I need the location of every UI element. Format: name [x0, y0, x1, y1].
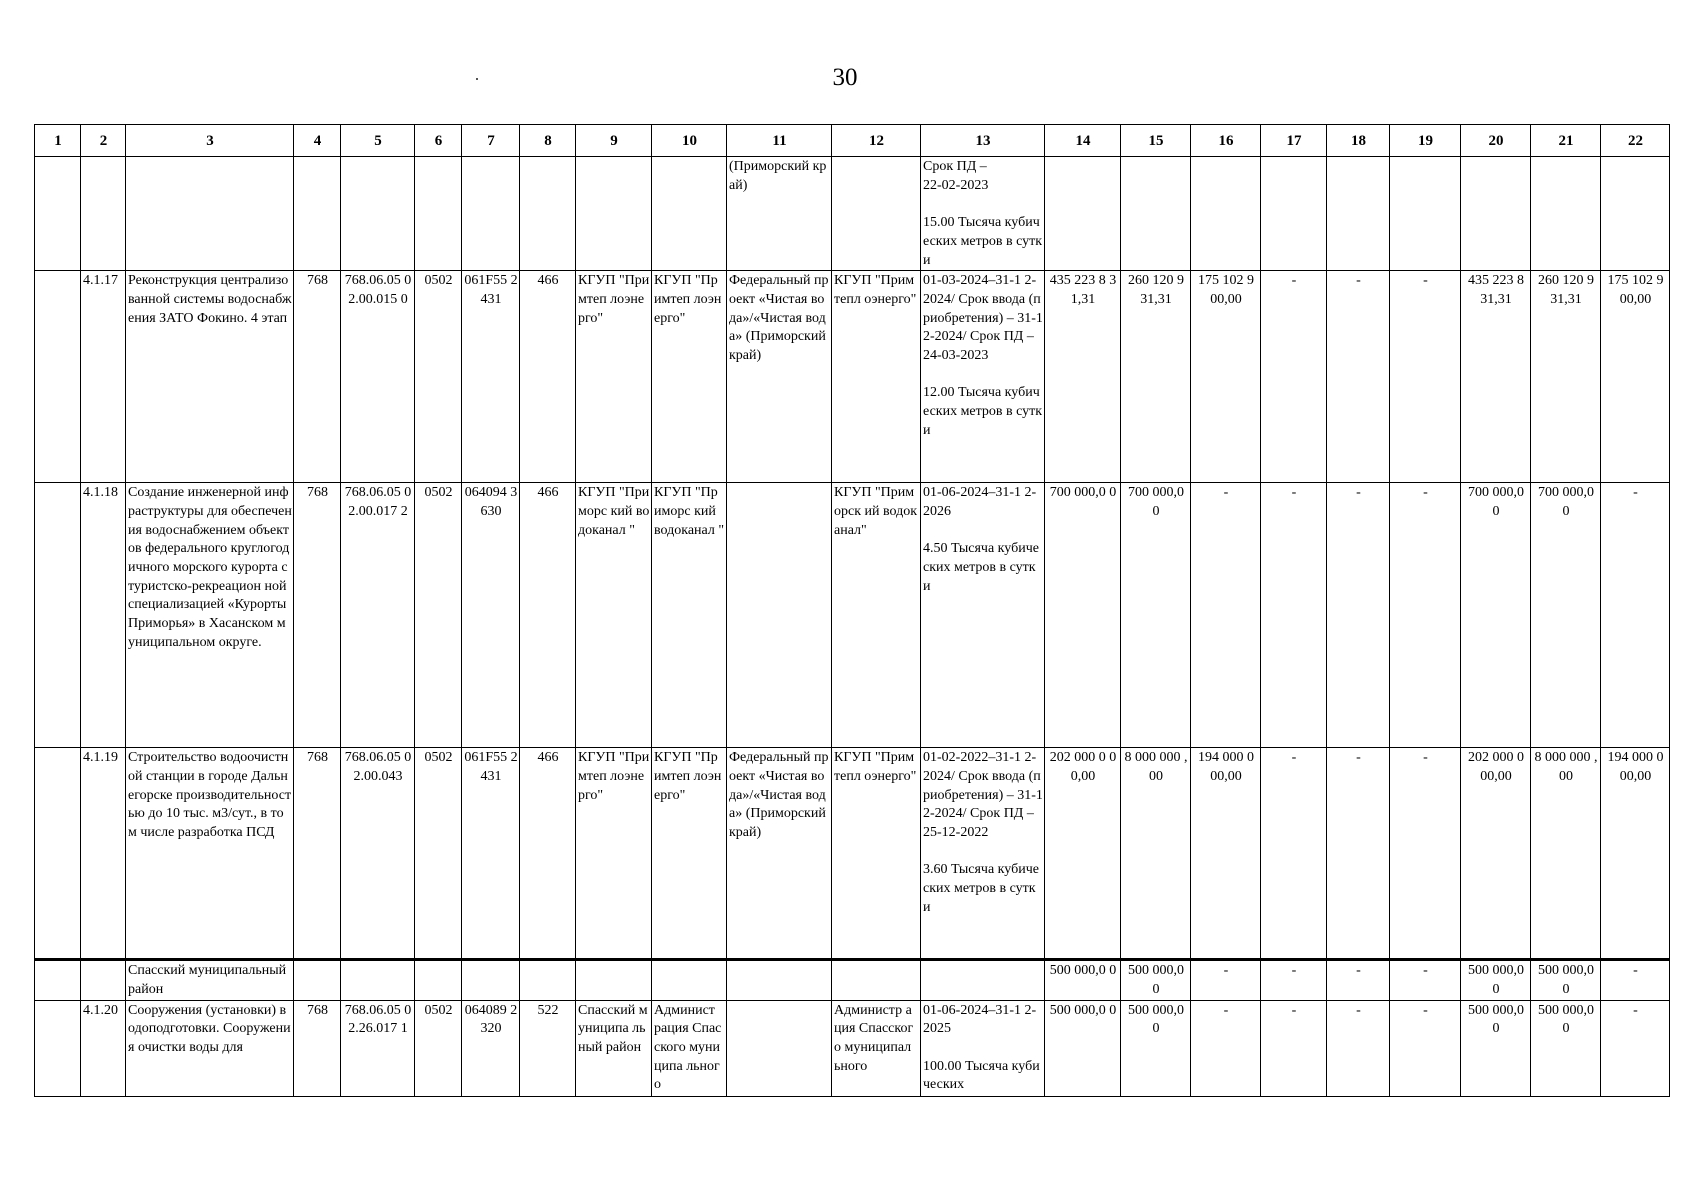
- header-cell: 5: [341, 125, 415, 157]
- table-cell: 4.1.20: [81, 1000, 126, 1096]
- table-cell: 500 000,0 0: [1121, 960, 1191, 1000]
- table-cell: [35, 157, 81, 271]
- table-cell: -: [1327, 483, 1390, 748]
- table-cell: [1191, 157, 1261, 271]
- table-cell: 194 000 0 00,00: [1601, 748, 1670, 960]
- header-cell: 7: [462, 125, 520, 157]
- table-cell: [576, 157, 652, 271]
- table-cell: [341, 960, 415, 1000]
- table-cell: 202 000 0 00,00: [1045, 748, 1121, 960]
- table-cell: 061F55 2431: [462, 271, 520, 483]
- page-number: 30: [832, 64, 858, 91]
- table-cell: 768: [294, 483, 341, 748]
- table-cell: 202 000 0 00,00: [1461, 748, 1531, 960]
- table-cell: КГУП "Примтеп лоэнерго": [652, 271, 727, 483]
- table-cell: 0502: [415, 748, 462, 960]
- table-cell: -: [1261, 271, 1327, 483]
- table-row: [35, 483, 1670, 748]
- budget-table: [34, 124, 1670, 1097]
- table-cell: 8 000 000 ,00: [1121, 748, 1191, 960]
- table-cell: [462, 157, 520, 271]
- table-cell: [294, 960, 341, 1000]
- table-cell: [1601, 157, 1670, 271]
- table-cell: [341, 157, 415, 271]
- table-cell: 768: [294, 1000, 341, 1096]
- table-body: [35, 157, 1670, 1097]
- table-cell: КГУП "Приморск ий водоканал": [832, 483, 921, 748]
- table-cell: КГУП "Примтепл оэнерго": [832, 748, 921, 960]
- table-cell: -: [1390, 1000, 1461, 1096]
- table-cell: [727, 1000, 832, 1096]
- table-cell: -: [1261, 483, 1327, 748]
- table-cell: [1390, 157, 1461, 271]
- table-cell: [35, 1000, 81, 1096]
- table-cell: КГУП "Примтеп лоэнерго": [576, 748, 652, 960]
- table-cell: КГУП "Примтеп лоэнерго": [576, 271, 652, 483]
- table-cell: 435 223 8 31,31: [1045, 271, 1121, 483]
- table-cell: [1531, 157, 1601, 271]
- table-cell: 466: [520, 748, 576, 960]
- table-cell: -: [1261, 748, 1327, 960]
- table-cell: [832, 960, 921, 1000]
- table-cell: 522: [520, 1000, 576, 1096]
- table-cell: -: [1261, 1000, 1327, 1096]
- table-cell: КГУП "Примтеп лоэнерго": [652, 748, 727, 960]
- table-cell: 500 000,0 0: [1531, 960, 1601, 1000]
- table-cell: 768.06.05 02.00.015 0: [341, 271, 415, 483]
- table-cell: [1261, 157, 1327, 271]
- table-cell: Строительство водоочистной станции в городе Дальнегорске производительностью до 10 тыс. м3/сут., в том числе разработка ПСД: [126, 748, 294, 960]
- table-cell: 500 000,0 0: [1461, 1000, 1531, 1096]
- header-cell: 15: [1121, 125, 1191, 157]
- header-cell: 22: [1601, 125, 1670, 157]
- table-cell: 0502: [415, 483, 462, 748]
- header-cell: 1: [35, 125, 81, 157]
- table-cell: Сооружения (установки) водоподготовки. Сооружения очистки воды для: [126, 1000, 294, 1096]
- table-cell: [727, 960, 832, 1000]
- table-cell: Федеральный проект «Чистая вода»/«Чистая вода» (Приморский край): [727, 748, 832, 960]
- table-cell: -: [1327, 1000, 1390, 1096]
- table-row: [35, 271, 1670, 483]
- table-cell: 4.1.17: [81, 271, 126, 483]
- table-cell: -: [1390, 748, 1461, 960]
- table-cell: 260 120 9 31,31: [1121, 271, 1191, 483]
- header-cell: 11: [727, 125, 832, 157]
- table-cell: [35, 748, 81, 960]
- table-cell: 700 000,0 0: [1531, 483, 1601, 748]
- header-cell: 14: [1045, 125, 1121, 157]
- table-cell: [1045, 157, 1121, 271]
- table-cell: Спасский муниципальный район: [126, 960, 294, 1000]
- header-cell: 21: [1531, 125, 1601, 157]
- table-cell: -: [1327, 748, 1390, 960]
- header-cell: 10: [652, 125, 727, 157]
- table-cell: -: [1601, 483, 1670, 748]
- table-cell: [81, 157, 126, 271]
- table-cell: 466: [520, 483, 576, 748]
- table-cell: [35, 960, 81, 1000]
- table-cell: -: [1261, 960, 1327, 1000]
- table-cell: [921, 960, 1045, 1000]
- table-cell: Спасский муниципа льный район: [576, 1000, 652, 1096]
- table-cell: [652, 960, 727, 1000]
- table-cell: 01-06-2024–31-1 2-2026 4.50 Тысяча кубических метров в сутки: [921, 483, 1045, 748]
- header-cell: 13: [921, 125, 1045, 157]
- table-cell: -: [1390, 960, 1461, 1000]
- table-cell: [415, 960, 462, 1000]
- table-cell: [1121, 157, 1191, 271]
- table-cell: 500 000,0 0: [1531, 1000, 1601, 1096]
- table-cell: 500 000,0 0: [1045, 960, 1121, 1000]
- table-cell: [652, 157, 727, 271]
- table-cell: -: [1327, 960, 1390, 1000]
- table-cell: -: [1191, 960, 1261, 1000]
- table-cell: 0502: [415, 1000, 462, 1096]
- table-cell: (Приморский край): [727, 157, 832, 271]
- table-cell: Федеральный проект «Чистая вода»/«Чистая вода» (Приморский край): [727, 271, 832, 483]
- table-cell: 175 102 9 00,00: [1601, 271, 1670, 483]
- header-cell: 2: [81, 125, 126, 157]
- table-cell: 500 000,0 0: [1045, 1000, 1121, 1096]
- table-cell: -: [1390, 483, 1461, 748]
- header-cell: 17: [1261, 125, 1327, 157]
- header-cell: 9: [576, 125, 652, 157]
- table-cell: 260 120 9 31,31: [1531, 271, 1601, 483]
- table-cell: [1461, 157, 1531, 271]
- table-cell: [415, 157, 462, 271]
- table-row: [35, 1000, 1670, 1096]
- table-cell: Создание инженерной инфраструктуры для обеспечения водоснабжением объектов федерального круглогодичного морского курорта с туристско-рекреацион ной специализацией «Курорты Приморья» в Хасанском муниципальном округе.: [126, 483, 294, 748]
- table-cell: 700 000,0 0: [1461, 483, 1531, 748]
- table-cell: 768.06.05 02.00.017 2: [341, 483, 415, 748]
- table-cell: 064089 2320: [462, 1000, 520, 1096]
- table-cell: [81, 960, 126, 1000]
- table-cell: [462, 960, 520, 1000]
- table-cell: 175 102 9 00,00: [1191, 271, 1261, 483]
- table-cell: [126, 157, 294, 271]
- table-row: [35, 960, 1670, 1000]
- header-cell: 3: [126, 125, 294, 157]
- table-cell: 500 000,0 0: [1461, 960, 1531, 1000]
- table-cell: 061F55 2431: [462, 748, 520, 960]
- table-cell: Срок ПД – 22-02-2023 15.00 Тысяча кубических метров в сутки: [921, 157, 1045, 271]
- table-cell: Админист рация Спасского муниципа льного: [652, 1000, 727, 1096]
- table-cell: [520, 960, 576, 1000]
- table-cell: [576, 960, 652, 1000]
- table-cell: -: [1327, 271, 1390, 483]
- table-cell: 768.06.05 02.26.017 1: [341, 1000, 415, 1096]
- table-cell: 768: [294, 748, 341, 960]
- table-cell: 01-02-2022–31-1 2-2024/ Срок ввода (приобретения) – 31-12-2024/ Срок ПД – 25-12-2022 3.60 Тысяча кубических метров в сутки: [921, 748, 1045, 960]
- header-cell: 12: [832, 125, 921, 157]
- table-header-row: [35, 125, 1670, 157]
- table-cell: [727, 483, 832, 748]
- table-cell: [832, 157, 921, 271]
- table-cell: 768: [294, 271, 341, 483]
- table-cell: Администр ация Спасского муниципал ьного: [832, 1000, 921, 1096]
- table-cell: -: [1601, 960, 1670, 1000]
- header-cell: 16: [1191, 125, 1261, 157]
- table-cell: 4.1.18: [81, 483, 126, 748]
- table-cell: КГУП "Примтепл оэнерго": [832, 271, 921, 483]
- table-cell: 0502: [415, 271, 462, 483]
- table-cell: [35, 271, 81, 483]
- table-cell: 4.1.19: [81, 748, 126, 960]
- table-cell: КГУП "Приморс кий водоканал ": [576, 483, 652, 748]
- table-cell: [294, 157, 341, 271]
- table-cell: КГУП "Приморс кий водоканал ": [652, 483, 727, 748]
- header-cell: 6: [415, 125, 462, 157]
- header-cell: 8: [520, 125, 576, 157]
- table-cell: 064094 3630: [462, 483, 520, 748]
- scan-artifact-dot: [476, 78, 478, 80]
- table-cell: 768.06.05 02.00.043: [341, 748, 415, 960]
- table-cell: -: [1191, 1000, 1261, 1096]
- table-cell: -: [1191, 483, 1261, 748]
- table-cell: 01-06-2024–31-1 2-2025 100.00 Тысяча кубических: [921, 1000, 1045, 1096]
- table-cell: 700 000,0 0: [1121, 483, 1191, 748]
- table-cell: 700 000,0 0: [1045, 483, 1121, 748]
- table-cell: 194 000 0 00,00: [1191, 748, 1261, 960]
- table-cell: 466: [520, 271, 576, 483]
- table-cell: -: [1601, 1000, 1670, 1096]
- header-cell: 20: [1461, 125, 1531, 157]
- table-cell: 8 000 000 ,00: [1531, 748, 1601, 960]
- table-cell: 01-03-2024–31-1 2-2024/ Срок ввода (приобретения) – 31-12-2024/ Срок ПД – 24-03-2023 12.00 Тысяча кубических метров в сутки: [921, 271, 1045, 483]
- header-cell: 4: [294, 125, 341, 157]
- table-cell: 500 000,0 0: [1121, 1000, 1191, 1096]
- table-cell: [520, 157, 576, 271]
- table-cell: Реконструкция централизованной системы водоснабжения ЗАТО Фокино. 4 этап: [126, 271, 294, 483]
- table-cell: [1327, 157, 1390, 271]
- header-cell: 18: [1327, 125, 1390, 157]
- table-cell: 435 223 8 31,31: [1461, 271, 1531, 483]
- table-row: [35, 157, 1670, 271]
- table-cell: -: [1390, 271, 1461, 483]
- table-row: [35, 748, 1670, 960]
- table-cell: [35, 483, 81, 748]
- header-cell: 19: [1390, 125, 1461, 157]
